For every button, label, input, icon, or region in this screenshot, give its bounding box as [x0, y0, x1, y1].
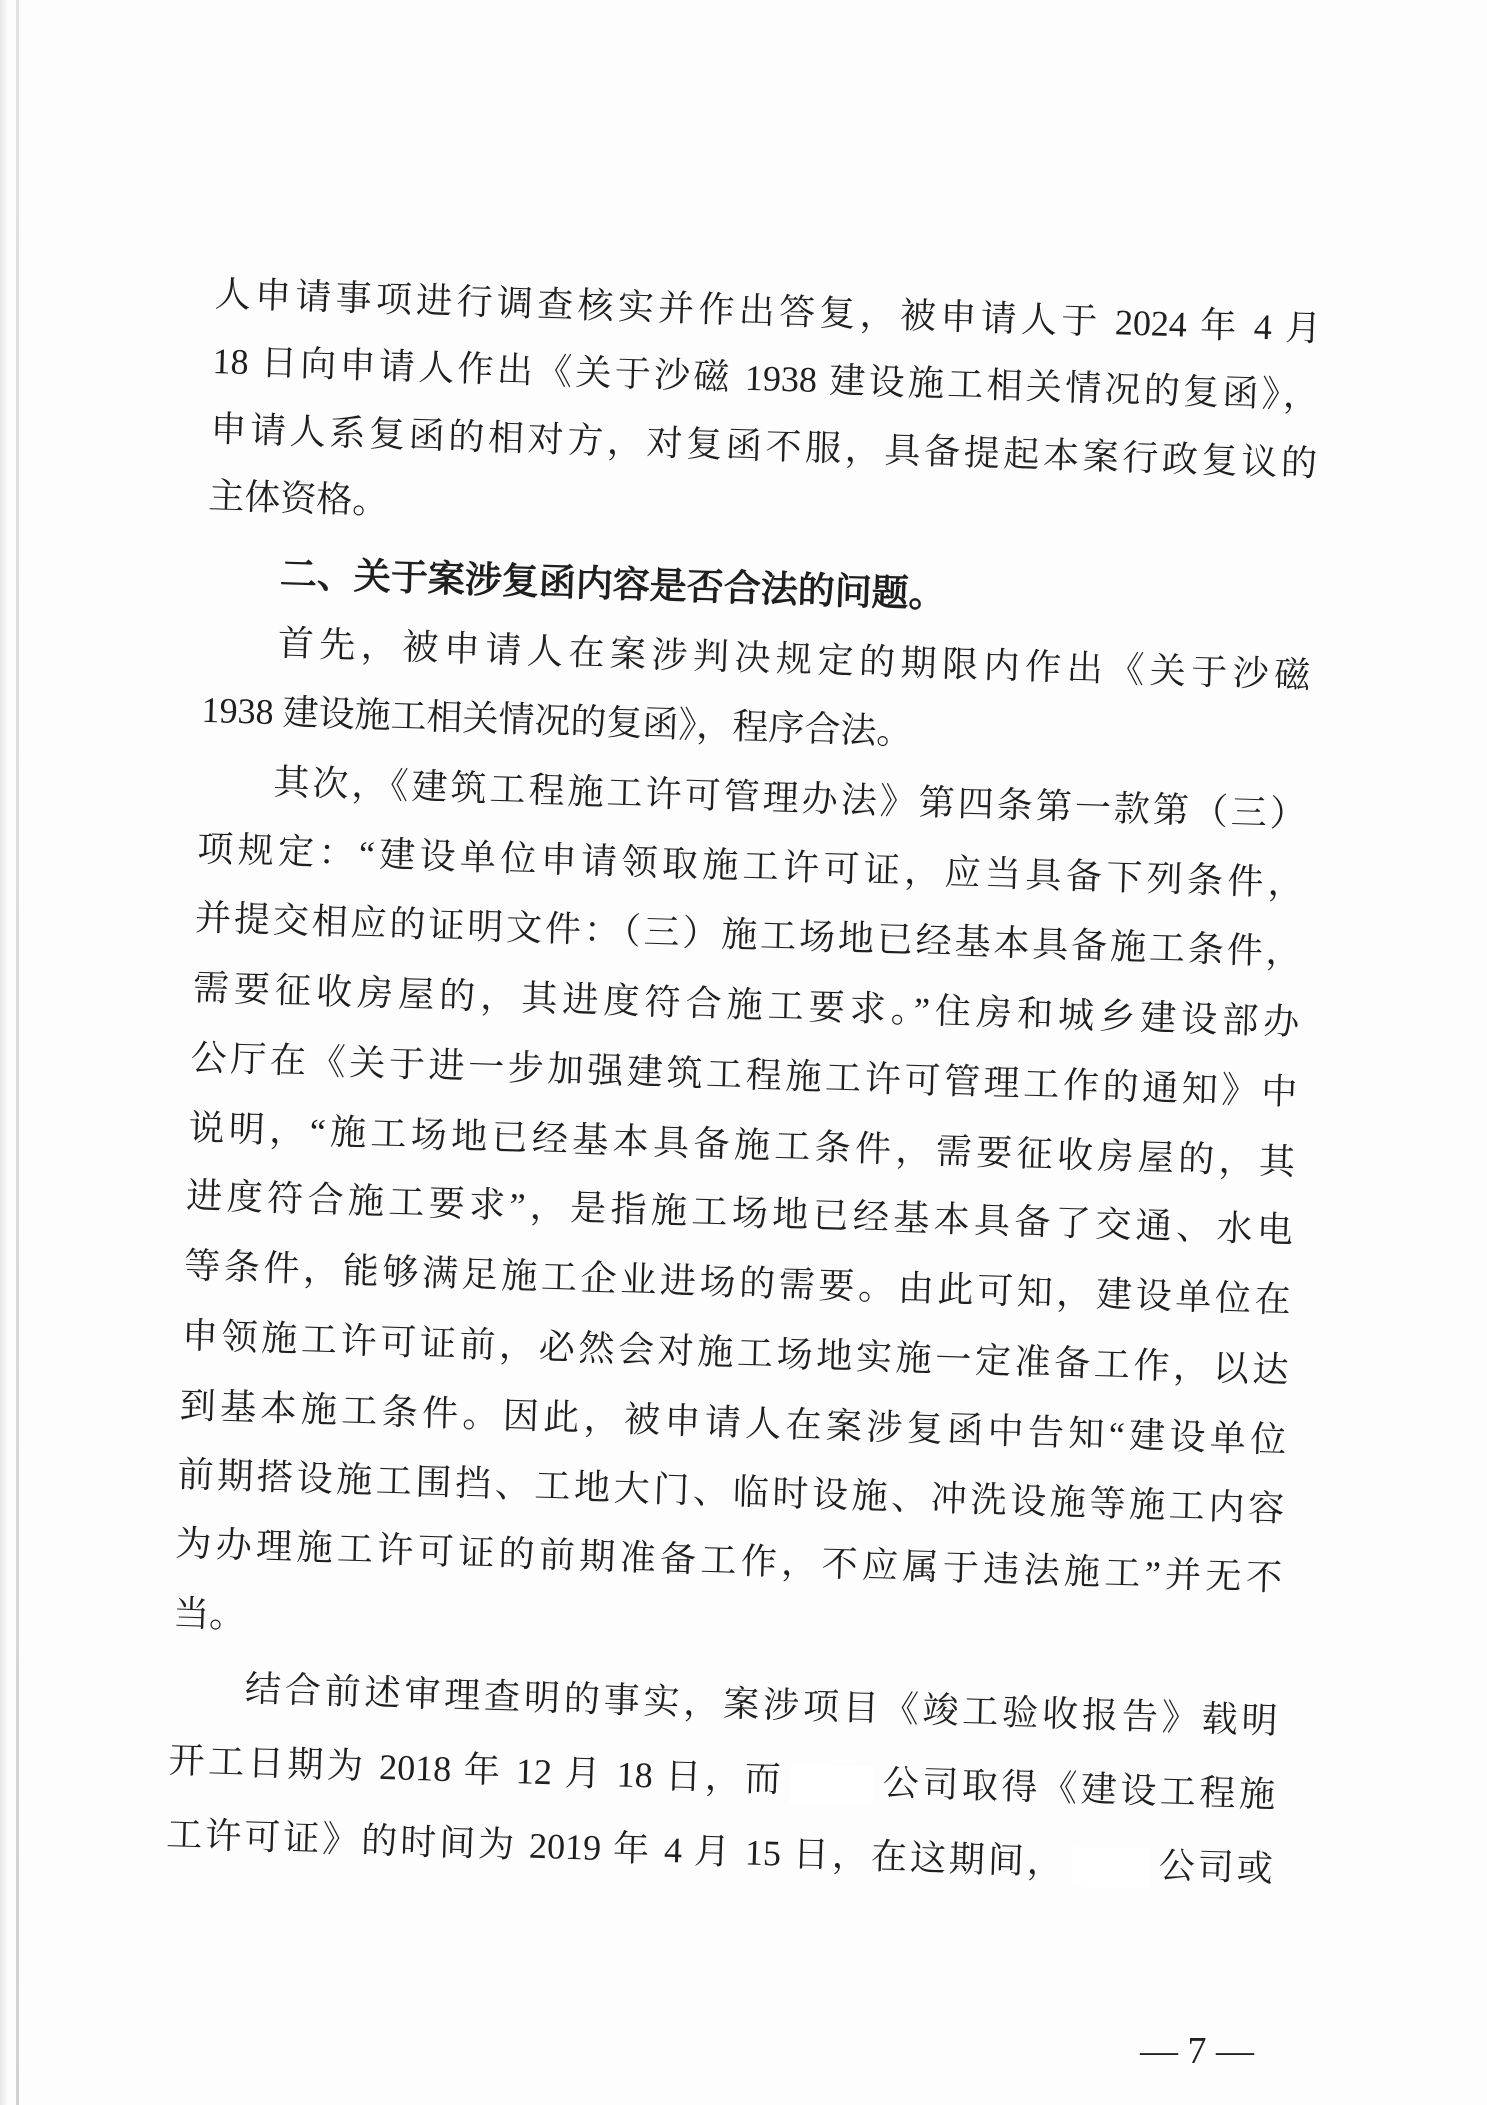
text-line: 申领施工许可证前，必然会对施工场地实施一定准备工作，以达 — [181, 1315, 1290, 1391]
text-line: 并提交相应的证明文件：（三）施工场地已经基本具备施工条件， — [194, 897, 1303, 973]
text-line: 主体资格。 — [207, 475, 389, 522]
text-line: 等条件，能够满足施工企业进场的需要。由此可知，建设单位在 — [183, 1245, 1292, 1321]
text-line: 结合前述审理查明的事实，案涉项目《竣工验收报告》载明 — [244, 1668, 1279, 1742]
text-line: 其次，《建筑工程施工许可管理办法》第四条第一款第（三） — [272, 762, 1307, 835]
text-line-with-redaction — [166, 1809, 1274, 1894]
scan-edge-line — [16, 0, 19, 2105]
text-line: 申请人系复函的相对方，对复函不服，具备提起本案行政复议的 — [209, 408, 1318, 484]
text-line: 为办理施工许可证的前期准备工作，不应属于违法施工”并无不 — [174, 1523, 1283, 1599]
text-line: 人申请事项进行调查核实并作出答复，被申请人于 2024 年 4 月 — [214, 274, 1322, 349]
text-line: 说明，“施工场地已经基本具备施工条件，需要征收房屋的，其 — [187, 1107, 1296, 1183]
text-line-with-redaction — [168, 1735, 1276, 1820]
text-line: 公厅在《关于进一步加强建筑工程施工许可管理工作的通知》中 — [190, 1037, 1298, 1113]
redaction-box — [789, 1764, 873, 1807]
document-body — [165, 253, 1323, 1927]
text-segment: 工许可证》的时间为 2019 年 4 月 15 日，在这期间， — [165, 1814, 1067, 1883]
text-line: 进度符合施工要求”，是指施工场地已经基本具备了交通、水电 — [185, 1175, 1294, 1251]
text-line: 项规定：“建设单位申请领取施工许可证，应当具备下列条件， — [196, 828, 1305, 904]
text-segment: 开工日期为 2018 年 12 月 18 日，而 — [168, 1740, 785, 1800]
text-segment: 公司或 — [1155, 1845, 1274, 1889]
text-line: 首先，被申请人在案涉判决规定的期限内作出《关于沙磁 — [277, 623, 1311, 696]
text-line: 前期搭设施工围挡、工地大门、临时设施、冲洗设施等施工内容 — [177, 1454, 1285, 1530]
text-segment: 公司取得《建设工程施 — [878, 1762, 1276, 1816]
page-number: — 7 — — [1140, 2030, 1254, 2072]
text-line: 需要征收房屋的，其进度符合施工要求。”住房和城乡建设部办 — [192, 967, 1301, 1043]
scan-edge-shadow — [0, 0, 8, 2105]
redaction-box — [1071, 1846, 1150, 1888]
text-line: 当。 — [172, 1593, 246, 1636]
text-line: 到基本施工条件。因此，被申请人在案涉复函中告知“建设单位 — [179, 1385, 1287, 1461]
text-line: 18 日向申请人作出《关于沙磁 1938 建设施工相关情况的复函》， — [212, 340, 1320, 416]
text-line: 1938 建设施工相关情况的复函》，程序合法。 — [201, 689, 913, 753]
section-heading: 二、关于案涉复函内容是否合法的问题。 — [279, 554, 947, 617]
